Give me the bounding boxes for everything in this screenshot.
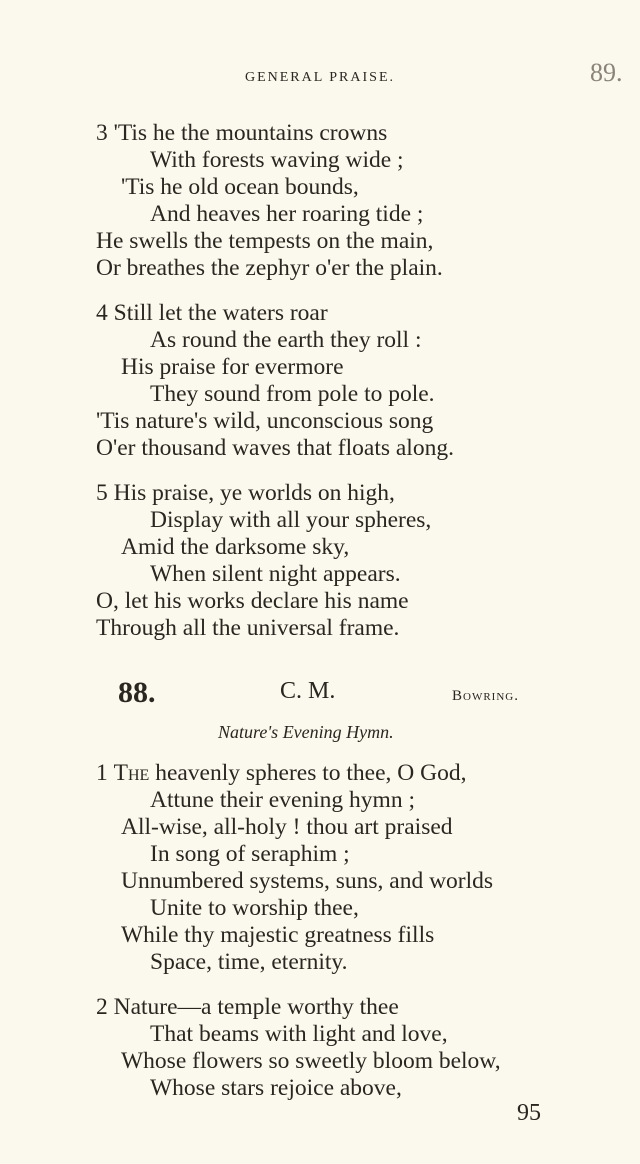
stanza-line: Attune their evening hymn ;	[150, 787, 415, 813]
stanza-line: While thy majestic greatness fills	[121, 922, 435, 948]
hymn-number: 88.	[118, 676, 156, 709]
stanza-number: 1	[96, 760, 108, 786]
stanza-line: All-wise, all-holy ! thou art praised	[121, 814, 453, 840]
stanza-line: 3 'Tis he the mountains crowns	[96, 120, 388, 146]
stanza-line: They sound from pole to pole.	[150, 381, 435, 407]
stanza-number: 5	[96, 480, 108, 506]
tune-name: Bowring.	[452, 688, 519, 704]
stanza-line: Unnumbered systems, suns, and worlds	[121, 868, 494, 894]
stanza-line: And heaves her roaring tide ;	[150, 201, 424, 227]
stanza-line: Whose flowers so sweetly bloom below,	[121, 1048, 501, 1074]
stanza-line: 'Tis he old ocean bounds,	[121, 174, 359, 200]
running-head: GENERAL PRAISE.	[244, 70, 396, 85]
stanza-line: Unite to worship thee,	[150, 895, 359, 921]
stanza-line: That beams with light and love,	[150, 1021, 448, 1047]
stanza-line: Display with all your spheres,	[150, 507, 432, 533]
stanza-line: O, let his works declare his name	[96, 588, 409, 614]
page-number: 95	[517, 1100, 541, 1126]
stanza-line: 1 The heavenly spheres to thee, O God,	[96, 760, 467, 786]
hymn-subtitle: Nature's Evening Hymn.	[218, 722, 394, 742]
stanza-line: When silent night appears.	[150, 561, 401, 587]
hymn-meter: C. M.	[280, 678, 336, 704]
stanza-number: 4	[96, 300, 108, 326]
stanza-line: Or breathes the zephyr o'er the plain.	[96, 255, 443, 281]
stanza-line: Through all the universal frame.	[96, 615, 400, 641]
stanza-line: 5 His praise, ye worlds on high,	[96, 480, 395, 506]
stanza-number: 3	[96, 120, 108, 146]
stanza-line: Space, time, eternity.	[150, 949, 348, 975]
stanza-line: With forests waving wide ;	[150, 147, 404, 173]
stanza-line: As round the earth they roll :	[150, 327, 422, 353]
stanza-number: 2	[96, 994, 108, 1020]
stanza-line: 'Tis nature's wild, unconscious song	[96, 408, 434, 434]
stanza-line: He swells the tempests on the main,	[96, 228, 434, 254]
stanza-line: 4 Still let the waters roar	[96, 300, 328, 326]
corner-hymn-number: 89.	[590, 58, 623, 87]
stanza-line: In song of seraphim ;	[150, 841, 350, 867]
stanza-line: Whose stars rejoice above,	[150, 1075, 402, 1101]
first-word: The	[113, 760, 150, 786]
stanza-line: O'er thousand waves that floats along.	[96, 435, 454, 461]
stanza-line: His praise for evermore	[121, 354, 344, 380]
stanza-line: 2 Nature—a temple worthy thee	[96, 994, 399, 1020]
stanza-line: Amid the darksome sky,	[121, 534, 350, 560]
